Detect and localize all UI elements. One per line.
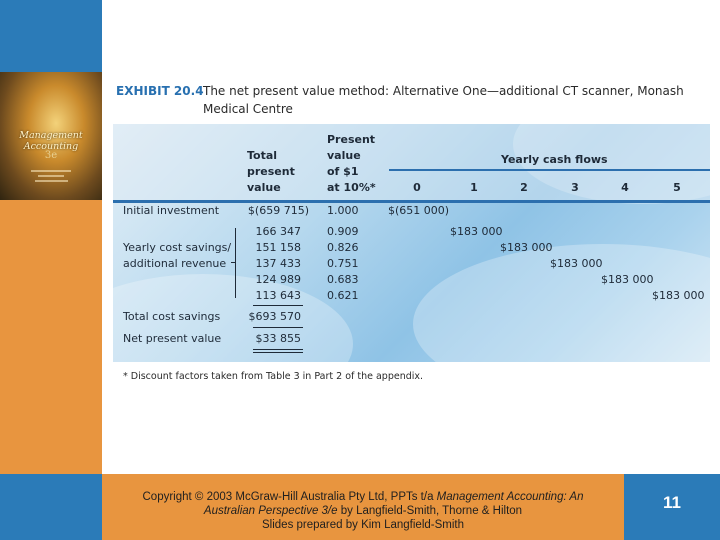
yearly-cash-flows-rule [389, 169, 710, 171]
header-pv-factor-line2: value [327, 149, 361, 162]
header-pv-factor-line1: Present [327, 133, 376, 146]
total-cost-savings-rule [253, 327, 303, 328]
header-pv-factor-line4: at 10%* [327, 181, 376, 194]
left-bottom-band [0, 474, 102, 540]
header-pv-factor-line3: of $1 [327, 165, 359, 178]
savings-factor-year-1: 0.909 [327, 225, 359, 238]
left-top-band [0, 0, 102, 72]
page-number: 11 [663, 493, 681, 512]
npv-double-rule-top [253, 349, 303, 350]
savings-cash-flow-year-5: $183 000 [652, 289, 705, 302]
savings-factor-year-2: 0.826 [327, 241, 359, 254]
book-cover-author-lines [18, 167, 84, 193]
exhibit-title: The net present value method: Alternative One—additional CT scanner, Monash Medical Centre [203, 84, 684, 116]
savings-cash-flow-year-2: $183 000 [500, 241, 553, 254]
copyright-line-2-suffix: by Langfield-Smith, Thorne & Hilton [337, 505, 523, 517]
savings-cash-flow-year-4: $183 000 [601, 273, 654, 286]
book-cover-title: Management Accounting [19, 130, 83, 152]
savings-cash-flow-year-3: $183 000 [550, 257, 603, 270]
table-footnote: * Discount factors taken from Table 3 in Part 2 of the appendix. [123, 371, 424, 382]
row-label-yearly-savings-line1: Yearly cost savings/ [123, 241, 232, 254]
copyright-line-2 [102, 504, 624, 518]
copyright-footer [102, 474, 624, 540]
book-cover-edition: 3e [44, 150, 58, 161]
initial-investment-factor: 1.000 [327, 204, 359, 217]
savings-factor-year-5: 0.621 [327, 289, 359, 302]
npv-double-rule-bottom [253, 352, 303, 353]
savings-pv-year-1: 166 347 [255, 225, 301, 238]
savings-cash-flow-year-1: $183 000 [450, 225, 503, 238]
savings-pv-year-5: 113 643 [255, 289, 301, 302]
header-year-4: 4 [621, 181, 629, 194]
total-cost-savings-value: $693 570 [248, 310, 301, 323]
header-year-3: 3 [571, 181, 579, 194]
copyright-line-3: Slides prepared by Kim Langfield-Smith [262, 519, 464, 531]
copyright-line-1-prefix: Copyright © 2003 McGraw-Hill Australia Pty Ltd, PPTs t/a [142, 491, 437, 503]
copyright-book-title-part1: Management Accounting: An [436, 491, 584, 503]
header-year-1: 1 [470, 181, 478, 194]
net-present-value-value: $33 855 [255, 332, 301, 345]
row-label-yearly-savings-line2: additional revenue [123, 257, 227, 270]
copyright-text [102, 490, 624, 532]
header-yearly-cash-flows: Yearly cash flows [501, 153, 608, 166]
header-total-pv-line2: present [247, 165, 295, 178]
header-year-0: 0 [413, 181, 421, 194]
left-orange-band [0, 200, 102, 474]
header-year-5: 5 [673, 181, 681, 194]
savings-sum-rule [253, 305, 303, 306]
header-total-pv-line3: value [247, 181, 281, 194]
savings-pv-year-3: 137 433 [255, 257, 301, 270]
savings-pv-year-2: 151 158 [255, 241, 301, 254]
page-number-box [624, 474, 720, 540]
savings-factor-year-3: 0.751 [327, 257, 359, 270]
initial-investment-cash-flow: $(651 000) [388, 204, 450, 217]
copyright-book-title-part2: Australian Perspective 3/e [203, 505, 338, 517]
header-total-pv-line1: Total [247, 149, 278, 162]
row-label-total-cost-savings: Total cost savings [123, 310, 221, 323]
initial-investment-total-pv: $(659 715) [247, 204, 309, 217]
row-label-initial-investment: Initial investment [123, 204, 220, 217]
savings-pv-year-4: 124 989 [255, 273, 301, 286]
exhibit-label: EXHIBIT 20.4 [116, 84, 204, 98]
copyright-line-1 [102, 490, 624, 504]
npv-table [113, 124, 710, 362]
savings-factor-year-4: 0.683 [327, 273, 359, 286]
header-year-2: 2 [520, 181, 528, 194]
row-label-net-present-value: Net present value [123, 332, 222, 345]
book-cover-image [0, 72, 102, 200]
